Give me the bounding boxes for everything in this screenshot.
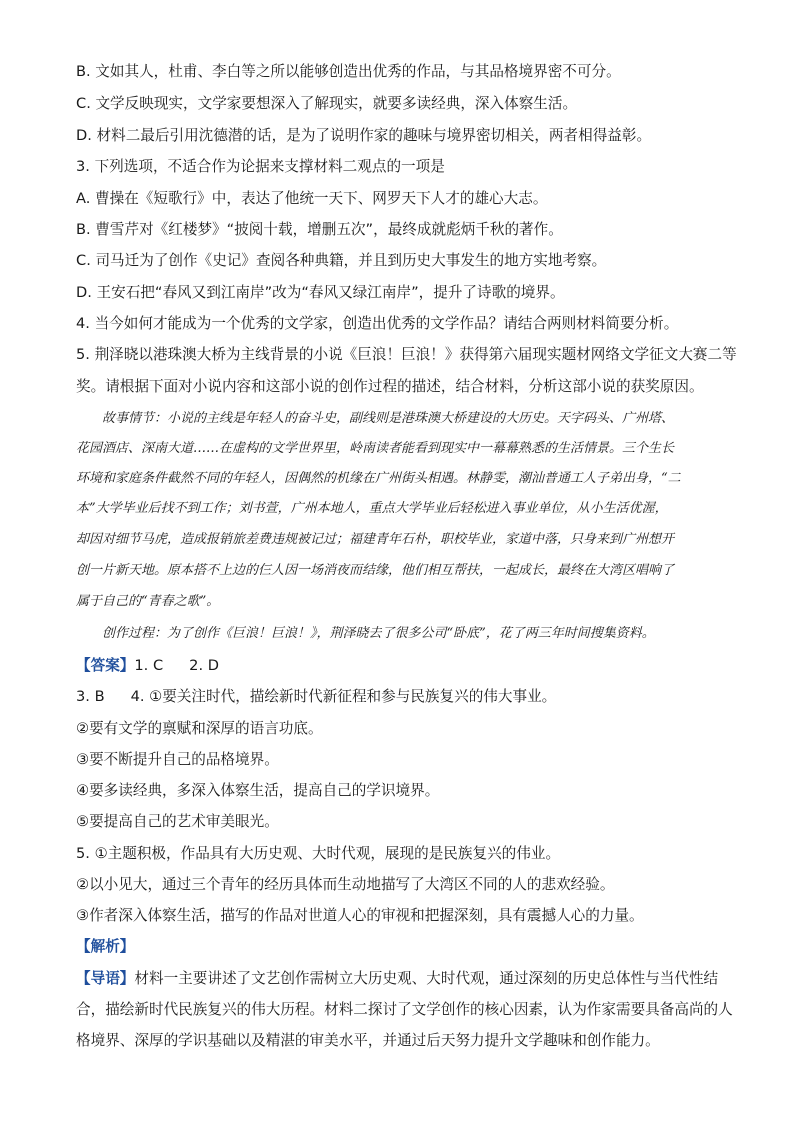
answer-5-item: ③作者深入体察生活，描写的作品对世道人心的审视和把握深刻，具有震撼人心的力量。 — [76, 907, 644, 924]
answer-row-1 — [76, 656, 726, 676]
answer-5-item: 5. ①主题积极，作品具有大历史观、大时代观，展现的是民族复兴的伟业。 — [76, 845, 561, 862]
question-3: 3. 下列选项，不适合作为论据来支撑材料二观点的一项是 — [76, 158, 445, 175]
answer-4-head: 4. ①要关注时代，描绘新时代新征程和参与民族复兴的伟大事业。 — [130, 688, 557, 705]
answer-row-2 — [76, 687, 726, 707]
guide-row-1 — [76, 969, 726, 989]
guide-text: 格境界、深厚的学识基础以及精湛的审美水平，并通过后天努力提升文学趣味和创作能力。 — [76, 1032, 660, 1049]
option-3a: A. 曹操在《短歌行》中，表达了他统一天下、网罗天下人才的雄心大志。 — [76, 190, 548, 207]
answer-5-item: ②以小见大，通过三个青年的经历具体而生动地描写了大湾区不同的人的悲欢经验。 — [76, 876, 615, 893]
creation-process: 创作过程：为了创作《巨浪！巨浪！》，荆泽晓去了很多公司“卧底”，花了两三年时间搜集资料。 — [102, 626, 655, 641]
analysis-tag: 【解析】 — [76, 938, 135, 955]
question-5-cont: 奖。请根据下面对小说内容和这部小说的创作过程的描述，结合材料，分析这部小说的获奖原因。 — [76, 378, 704, 395]
answer-4-item: ③要不断提升自己的品格境界。 — [76, 751, 279, 768]
story-line: 环境和家庭条件截然不同的年轻人，因偶然的机缘在广州街头相遇。林静雯，潮汕普通工人子弟出身，“二 — [76, 471, 681, 486]
analysis-heading — [76, 937, 726, 957]
answer-2: 2. D — [189, 657, 219, 674]
guide-tag: 【导语】 — [76, 970, 135, 987]
story-line: 本”大学毕业后找不到工作；刘书萱，广州本地人，重点大学毕业后轻松进入事业单位，从小生活优渥， — [76, 501, 668, 516]
answer-1: 1. C — [134, 657, 164, 674]
story-line: 却因对细节马虎，造成报销旅差费违规被记过；福建青年石朴，职校毕业，家道中落，只身来到广州想开 — [76, 532, 675, 547]
guide-text: 材料一主要讲述了文艺创作需树立大历史观、大时代观，通过深刻的历史总体性与当代性结 — [134, 970, 719, 987]
guide-text: 合，描绘新时代民族复兴的伟大历程。材料二探讨了文学创作的核心因素，认为作家需要具备高尚的人 — [76, 1001, 733, 1018]
option-3b: B. 曹雪芹对《红楼梦》“披阅十载，增删五次”，最终成就彪炳千秋的著作。 — [76, 221, 563, 238]
option-1d: D. 材料二最后引用沈德潜的话，是为了说明作家的趣味与境界密切相关，两者相得益彰。 — [76, 127, 652, 144]
story-line: 故事情节：小说的主线是年轻人的奋斗史，副线则是港珠澳大桥建设的大历史。天字码头、广州塔、 — [102, 411, 675, 426]
question-4: 4. 当今如何才能成为一个优秀的文学家，创造出优秀的文学作品？请结合两则材料简要分析。 — [76, 315, 679, 332]
answer-4-item: ⑤要提高自己的艺术审美眼光。 — [76, 813, 279, 830]
option-1b: B. 文如其人，杜甫、李白等之所以能够创造出优秀的作品，与其品格境界密不可分。 — [76, 63, 621, 80]
story-line: 创一片新天地。原本搭不上边的仨人因一场消夜而结缘，他们相互帮扶，一起成长，最终在大湾区唱响了 — [76, 563, 675, 578]
answer-4-item: ②要有文学的禀赋和深厚的语言功底。 — [76, 720, 323, 737]
answer-3: 3. B — [76, 688, 105, 705]
story-line: 属于自己的“青春之歌”。 — [76, 594, 220, 609]
option-3c: C. 司马迁为了创作《史记》查阅各种典籍，并且到历史大事发生的地方实地考察。 — [76, 252, 607, 269]
answer-tag: 【答案】 — [76, 657, 135, 674]
story-line: 花园酒店、深南大道……在虚构的文学世界里，岭南读者能看到现实中一幕幕熟悉的生活情景。三个生长 — [76, 441, 675, 456]
option-3d: D. 王安石把“春风又到江南岸”改为“春风又绿江南岸”，提升了诗歌的境界。 — [76, 284, 565, 301]
answer-4-item: ④要多读经典，多深入体察生活，提高自己的学识境界。 — [76, 782, 440, 799]
option-1c: C. 文学反映现实，文学家要想深入了解现实，就要多读经典，深入体察生活。 — [76, 95, 578, 112]
question-5: 5. 荆泽晓以港珠澳大桥为主线背景的小说《巨浪！巨浪！》获得第六届现实题材网络文学征文大赛二等 — [76, 346, 737, 363]
